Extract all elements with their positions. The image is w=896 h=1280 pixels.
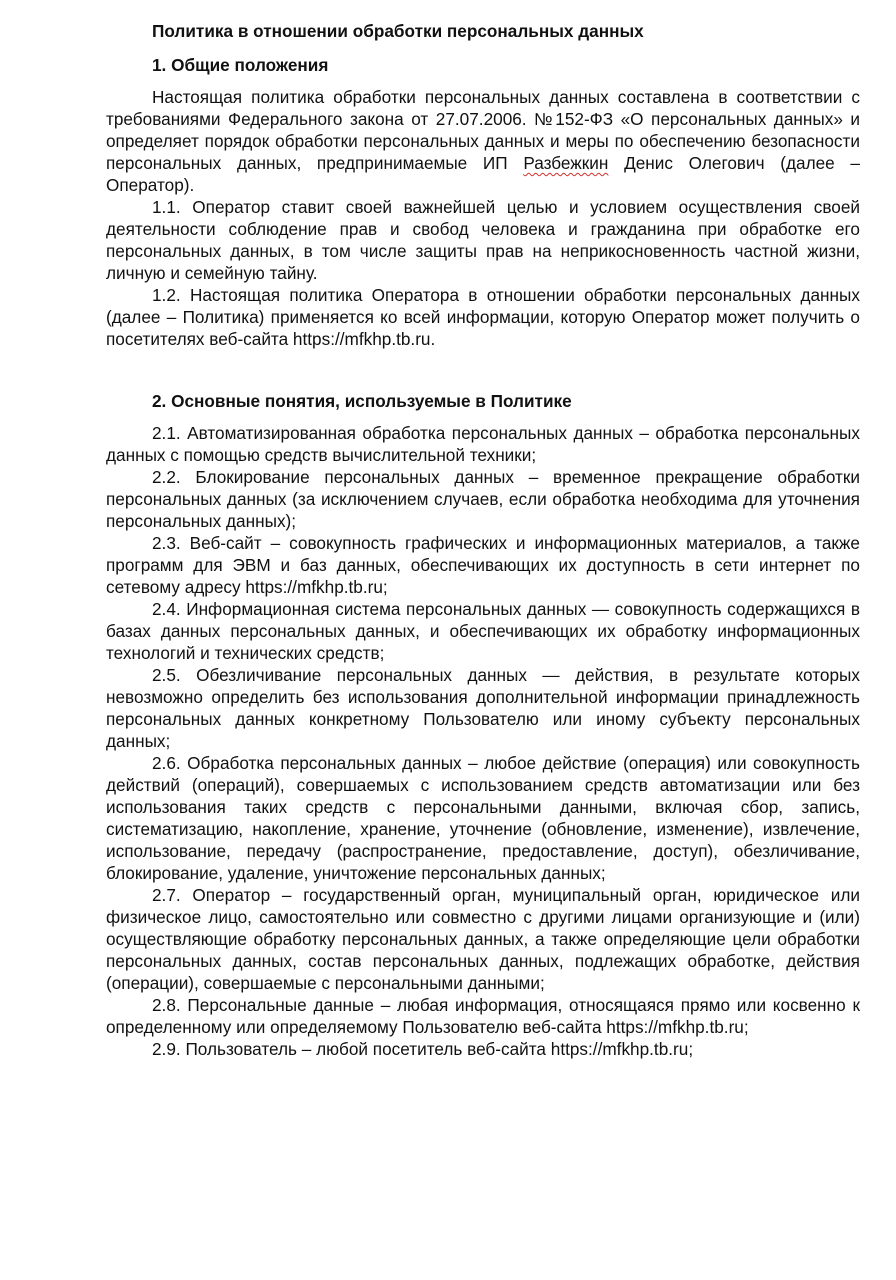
section-spacer — [106, 350, 860, 390]
intro-text-after-name: Денис Олегович (далее – Оператор). — [106, 153, 860, 195]
clause-2-6: 2.6. Обработка персональных данных – любое действие (операция) или совокупность действий (операций), совершаемых с использованием средств автоматизации или без использования таких средств с персональными данными, включая сбор, запись, систематизацию, накопление, хранение, уточнение (обновление, изменение), извлечение, использование, передачу (распространение, предоставление, доступ), обезличивание, блокирование, удаление, уничтожение персональных данных; — [106, 753, 860, 883]
section-1-intro — [106, 86, 860, 196]
clause-2-7: 2.7. Оператор – государственный орган, муниципальный орган, юридическое или физическое лицо, самостоятельно или совместно с другими лицами организующие и (или) осуществляющие обработку персональных данных, а также определяющие цели обработки персональных данных, состав персональных данных, подлежащих обработке, действия (операции), совершаемые с персональными данными; — [106, 885, 860, 993]
clause-2-9: 2.9. Пользователь – любой посетитель веб-сайта https://mfkhp.tb.ru; — [152, 1039, 694, 1059]
clause-2-4: 2.4. Информационная система персональных данных — совокупность содержащихся в базах данных персональных данных, и обеспечивающих их обработку информационных технологий и технических средств; — [106, 599, 860, 663]
clause-1-2: 1.2. Настоящая политика Оператора в отношении обработки персональных данных (далее – Политика) применяется ко всей информации, которую Оператор может получить о посетителях веб-сайта https://mfkhp.tb.ru. — [106, 285, 860, 349]
document-title: Политика в отношении обработки персональных данных — [152, 21, 644, 41]
clause-2-8: 2.8. Персональные данные – любая информация, относящаяся прямо или косвенно к определенному или определяемому Пользователю веб-сайта https://mfkhp.tb.ru; — [106, 995, 860, 1037]
clause-2-1: 2.1. Автоматизированная обработка персональных данных – обработка персональных данных с помощью средств вычислительной техники; — [106, 423, 860, 465]
document-page — [106, 20, 860, 1060]
clause-1-1: 1.1. Оператор ставит своей важнейшей целью и условием осуществления своей деятельности соблюдение прав и свобод человека и гражданина при обработке его персональных данных, в том числе защиты прав на неприкосновенность частной жизни, личную и семейную тайну. — [106, 197, 860, 283]
operator-surname: Разбежкин — [523, 153, 609, 173]
clause-2-3: 2.3. Веб-сайт – совокупность графических и информационных материалов, а также программ для ЭВМ и баз данных, обеспечивающих их доступность в сети интернет по сетевому адресу https://mfkhp.tb.ru; — [106, 533, 860, 597]
intro-text-before-name: Настоящая политика обработки персональных данных составлена в соответствии с требованиями Федерального закона от 27.07.2006. №152-ФЗ «О персональных данных» и определяет порядок обработки персональных данных и меры по обеспечению безопасности персональных данных, предпринимаемые ИП — [106, 87, 860, 173]
section-1-heading: 1. Общие положения — [152, 55, 329, 75]
clause-2-2: 2.2. Блокирование персональных данных – временное прекращение обработки персональных данных (за исключением случаев, если обработка необходима для уточнения персональных данных); — [106, 467, 860, 531]
clause-2-5: 2.5. Обезличивание персональных данных — действия, в результате которых невозможно определить без использования дополнительной информации принадлежность персональных данных конкретному Пользователю или иному субъекту персональных данных; — [106, 665, 860, 751]
section-2-heading: 2. Основные понятия, используемые в Политике — [152, 391, 572, 411]
